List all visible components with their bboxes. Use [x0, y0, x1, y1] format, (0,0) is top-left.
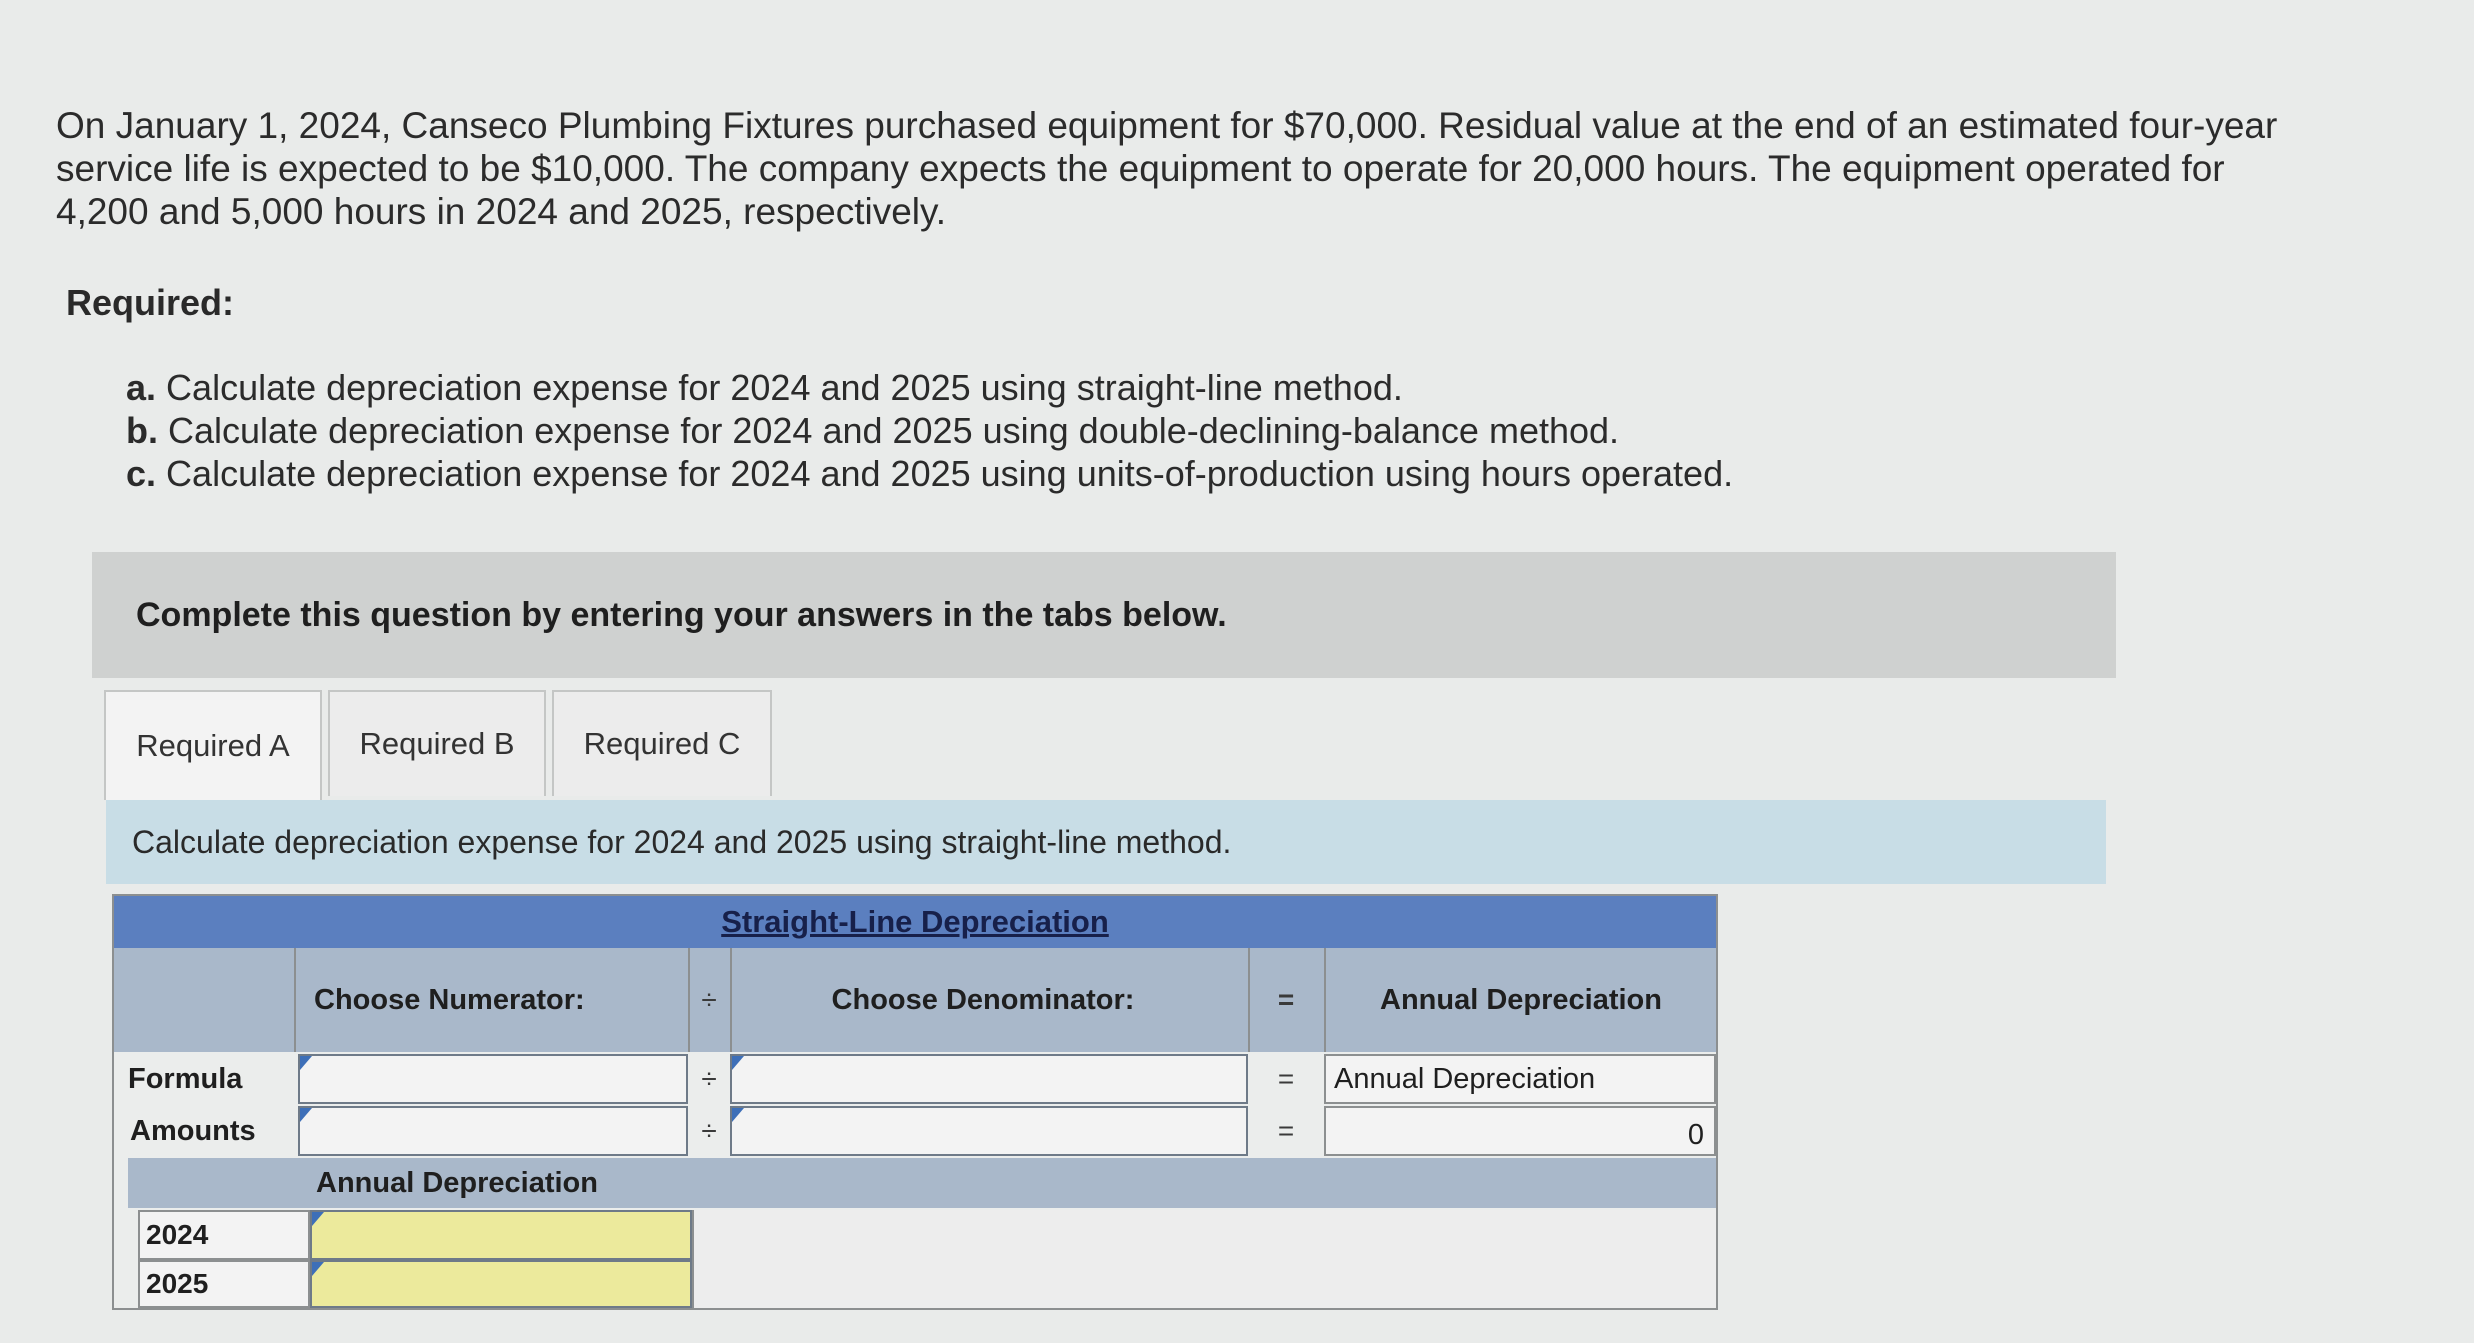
formula-numerator-select[interactable] — [298, 1054, 688, 1104]
required-item-letter: c. — [126, 453, 157, 494]
depreciation-2024-input[interactable] — [310, 1210, 692, 1260]
grid-empty-area — [692, 1210, 1716, 1308]
year-label-2024: 2024 — [138, 1210, 310, 1260]
numerator-header: Choose Numerator: — [314, 983, 585, 1016]
grid-divider — [730, 948, 732, 1052]
divide-header: ÷ — [701, 984, 717, 1015]
amounts-row-label: Amounts — [130, 1114, 256, 1147]
tab-instruction: Calculate depreciation expense for 2024 and 2025 using straight-line method. — [106, 800, 2106, 884]
required-item-text: Calculate depreciation expense for 2024 and 2025 using straight-line method. — [166, 367, 1403, 408]
required-item-c — [126, 452, 1733, 495]
required-item-letter: a. — [126, 367, 157, 408]
required-item-letter: b. — [126, 410, 158, 451]
required-item-b — [126, 409, 1733, 452]
formula-denominator-select[interactable] — [730, 1054, 1248, 1104]
tab-required-a[interactable]: Required A — [104, 690, 322, 800]
required-item-a — [126, 366, 1733, 409]
answer-tabs — [104, 690, 778, 798]
grid-divider — [294, 948, 296, 1052]
complete-instructions-banner: Complete this question by entering your answers in the tabs below. — [92, 552, 2116, 678]
amounts-numerator-input[interactable] — [298, 1106, 688, 1156]
required-item-text: Calculate depreciation expense for 2024 and 2025 using double-declining-balance method. — [168, 410, 1620, 451]
formula-result-label: Annual Depreciation — [1324, 1054, 1716, 1104]
grid-divider — [688, 948, 690, 1052]
amounts-divide-sign: ÷ — [701, 1115, 717, 1146]
straight-line-depreciation-grid — [112, 894, 1718, 1310]
tab-required-b[interactable]: Required B — [328, 690, 546, 796]
required-list — [126, 366, 1733, 495]
grid-title-bar — [114, 896, 1716, 948]
depreciation-2025-input[interactable] — [310, 1260, 692, 1308]
formula-equals-sign: = — [1277, 1063, 1295, 1094]
equals-header: = — [1277, 984, 1295, 1015]
formula-divide-sign: ÷ — [701, 1063, 717, 1094]
denominator-header: Choose Denominator: — [831, 983, 1135, 1016]
annual-depreciation-header: Annual Depreciation — [316, 1166, 598, 1199]
required-item-text: Calculate depreciation expense for 2024 and 2025 using units-of-production using hours operated. — [166, 453, 1734, 494]
grid-title: Straight-Line Depreciation — [721, 904, 1109, 939]
amounts-equals-sign: = — [1277, 1115, 1295, 1146]
problem-intro: On January 1, 2024, Canseco Plumbing Fixtures purchased equipment for $70,000. Residual value at the end of an estimated four-year service life is expected to be $10,000. The company expects the equipment to operate for 20,000 hours. The equipment operated for 4,200 and 5,000 hours in 2024 and 2025, respectively. — [56, 105, 2278, 232]
grid-divider — [1324, 948, 1326, 1052]
amounts-result-value: 0 — [1324, 1106, 1716, 1156]
result-header: Annual Depreciation — [1380, 983, 1662, 1016]
formula-row-label: Formula — [128, 1062, 243, 1095]
tab-required-c[interactable]: Required C — [552, 690, 772, 796]
amounts-denominator-input[interactable] — [730, 1106, 1248, 1156]
required-heading: Required: — [66, 282, 235, 323]
year-label-2025: 2025 — [138, 1260, 310, 1308]
grid-divider — [1248, 948, 1250, 1052]
